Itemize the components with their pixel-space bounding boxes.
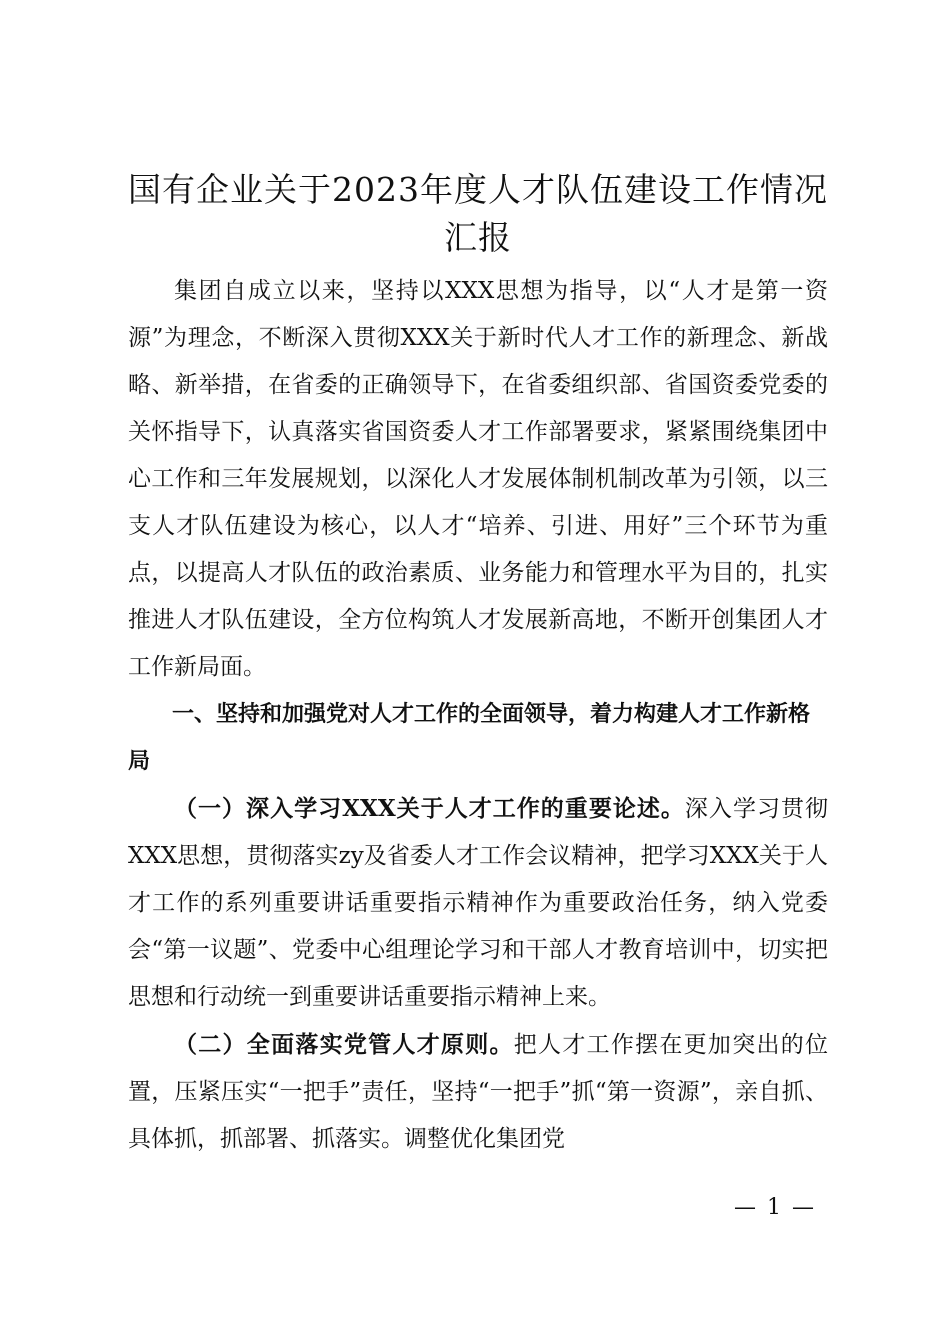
subsection-1-paragraph [128,785,828,1021]
subsection-1-text: 深入学习贯彻XXX思想，贯彻落实zy及省委人才工作会议精神，把学习XXX关于人才工作的系列重要讲话重要指示精神作为重要政治任务，纳入党委会“第一议题”、党委中心组理论学习和干部人才教育培训中，切实把思想和行动统一到重要讲话重要指示精神上来。 [128,796,828,1010]
subsection-2-text: 把人才工作摆在更加突出的位置，压紧压实“一把手”责任，坚持“一把手”抓“第一资源”，亲自抓、具体抓，抓部署、抓落实。调整优化集团党 [128,1032,829,1152]
page-number: — 1 — [734,1195,816,1220]
section-heading: 一、坚持和加强党对人才工作的全面领导，着力构建人才工作新格局 [128,702,811,774]
subsection-2-title: （二）全面落实党管人才原则。 [174,1031,514,1058]
document-title: 国有企业关于2023年度人才队伍建设工作情况汇报 [128,170,828,257]
document-body [128,166,828,1163]
subsection-2-paragraph [128,1021,828,1163]
intro-paragraph: 集团自成立以来，坚持以XXX思想为指导，以“人才是第一资源”为理念，不断深入贯彻XXX关于新时代人才工作的新理念、新战略、新举措，在省委的正确领导下，在省委组织部、省国资委党委的关怀指导下，认真落实省国资委人才工作部署要求，紧紧围绕集团中心工作和三年发展规划，以深化人才发展体制机制改革为引领，以三支人才队伍建设为核心，以人才“培养、引进、用好”三个环节为重点，以提高人才队伍的政治素质、业务能力和管理水平为目的，扎实推进人才队伍建设，全方位构筑人才发展新高地，不断开创集团人才工作新局面。 [128,278,828,680]
subsection-1-title: （一）深入学习XXX关于人才工作的重要论述。 [174,795,685,822]
